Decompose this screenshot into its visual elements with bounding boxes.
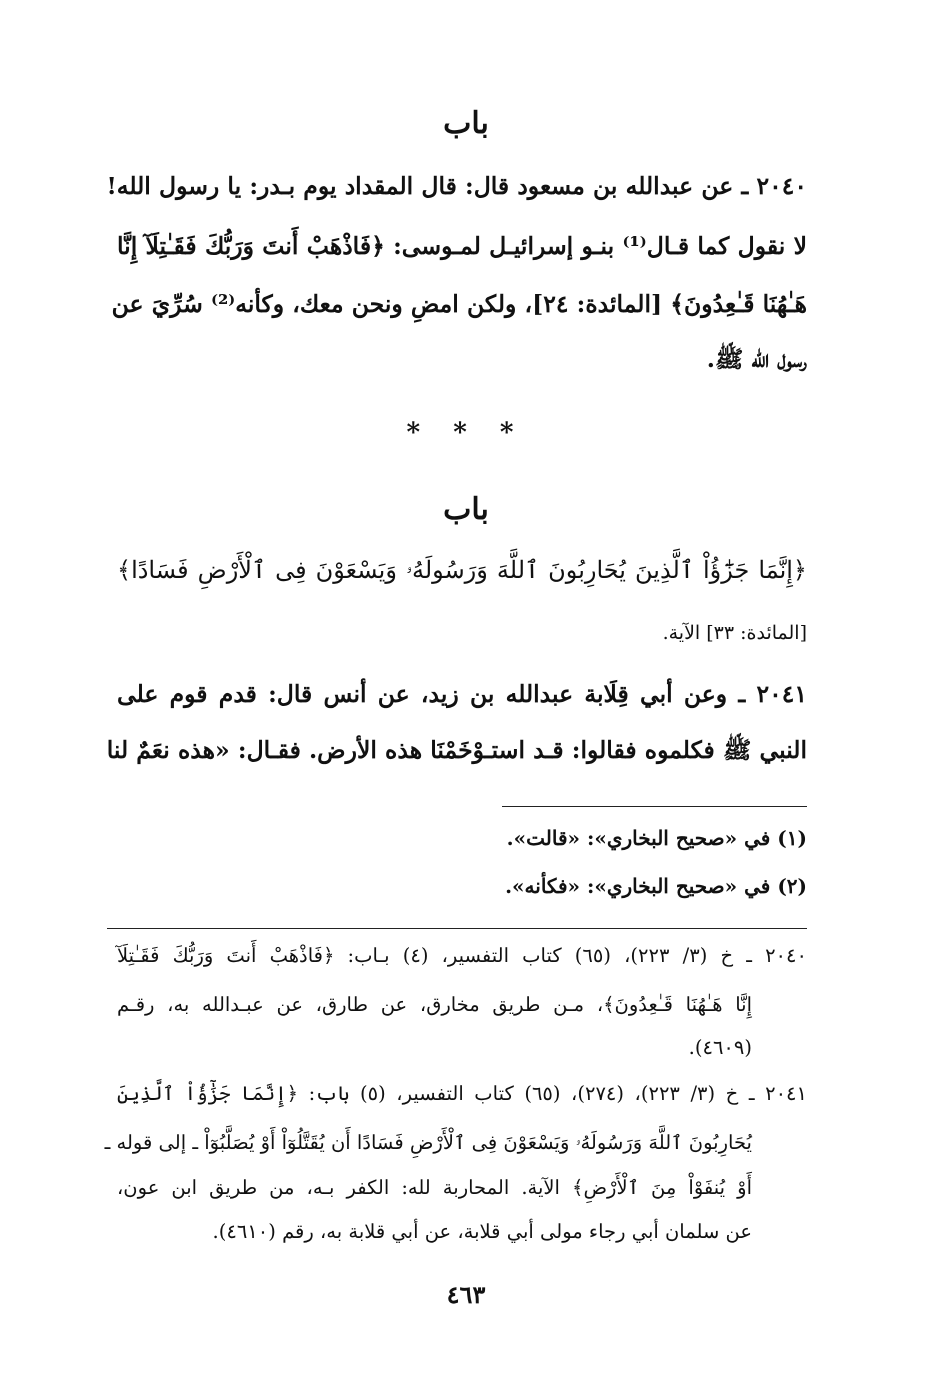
hadith-2040-line-4: رسول الله ﷺ. — [706, 345, 807, 373]
section-heading-1: باب — [443, 106, 489, 141]
footnote-2: (٢) في «صحيح البخاري»: «فكأنه». — [505, 874, 807, 898]
reference-separator — [107, 928, 807, 929]
section-divider: * * * — [406, 418, 526, 448]
quran-verse: ﴿إِنَّمَا جَزَٰٓؤُاْ ٱلَّذِينَ يُحَارِبُونَ ٱللَّهَ وَرَسُولَهُۥ وَيَسْعَوْنَ فِى ٱلْأَرْضِ فَسَادًا﴾ — [117, 556, 807, 584]
hadith-2040-line-2: لا نقول كما قـال⁽¹⁾ بنـو إسرائيـل لمـوسى: ﴿فَاذْهَبْ أَنتَ وَرَبُّكَ فَقَـٰتِلَآ إِنَّا — [117, 232, 807, 260]
reference-2041-line-4: عن سلمان أبي رجاء مولى أبي قلابة، عن أبي قلابة به، رقم (٤٦١٠). — [212, 1220, 752, 1243]
reference-2040-line-3: (٤٦٠٩). — [688, 1036, 752, 1059]
page-number: ٤٦٣ — [446, 1280, 486, 1309]
footnote-separator — [502, 806, 807, 807]
reference-2041-line-3: أَوْ يُنفَوْاْ مِنَ ٱلْأَرْضِ﴾ الآية. المحاربة لله: الكفر بـه، من طريق ابن عون، — [117, 1176, 752, 1199]
hadith-2041-line-2: النبي ﷺ فكلموه فقالوا: قـد استـوْخَمْنَا هذه الأرض. فقـال: «هذه نعَمٌ لنا — [106, 736, 807, 764]
reference-2040-line-1: ٢٠٤٠ ـ خ (٣/ ٢٢٣)، (٦٥) كتاب التفسير، (٤) بـاب: ﴿فَاذْهَبْ أَنتَ وَرَبُّكَ فَقَـٰتِلَآ — [117, 944, 807, 967]
hadith-2040-line-3: هَـٰهُنَا قَـٰعِدُونَ﴾ [المائدة: ٢٤]، ولكن امضِ ونحن معك، وكأنه⁽²⁾ سُرِّيَ عن — [111, 290, 807, 318]
reference-2040-line-2: إِنَّا هَـٰهُنَا قَـٰعِدُونَ﴾، مـن طريق مخارق، عن طارق، عن عبـدالله به، رقـم — [117, 993, 752, 1016]
hadith-2041-line-1: ٢٠٤١ ـ وعن أبي قِلَابة عبدالله بن زيد، عن أنس قال: قدم قوم على — [117, 680, 807, 708]
hadith-2040-line-1: ٢٠٤٠ ـ عن عبدالله بن مسعود قال: قال المقداد يوم بـدر: يا رسول الله! — [106, 172, 807, 200]
section-heading-2: باب — [443, 492, 489, 527]
footnote-1: (١) في «صحيح البخاري»: «قالت». — [506, 826, 807, 850]
quran-verse-reference: [المائدة: ٣٣] الآية. — [662, 622, 807, 644]
reference-2041-line-1: ٢٠٤١ ـ خ (٣/ ٢٢٣)، (٢٧٤)، (٦٥) كتاب التفسير، (٥) باب: ﴿إِنَّمَا جَزَٰٓؤُاْ ٱلَّذِينَ — [117, 1082, 807, 1105]
reference-2041-line-2: يُحَارِبُونَ ٱللَّهَ وَرَسُولَهُۥ وَيَسْعَوْنَ فِى ٱلْأَرْضِ فَسَادًا أَن يُقَتَّلُوٓاْ أَوْ يُصَلَّبُوٓاْ ـ إلى قوله ـ — [104, 1131, 752, 1154]
